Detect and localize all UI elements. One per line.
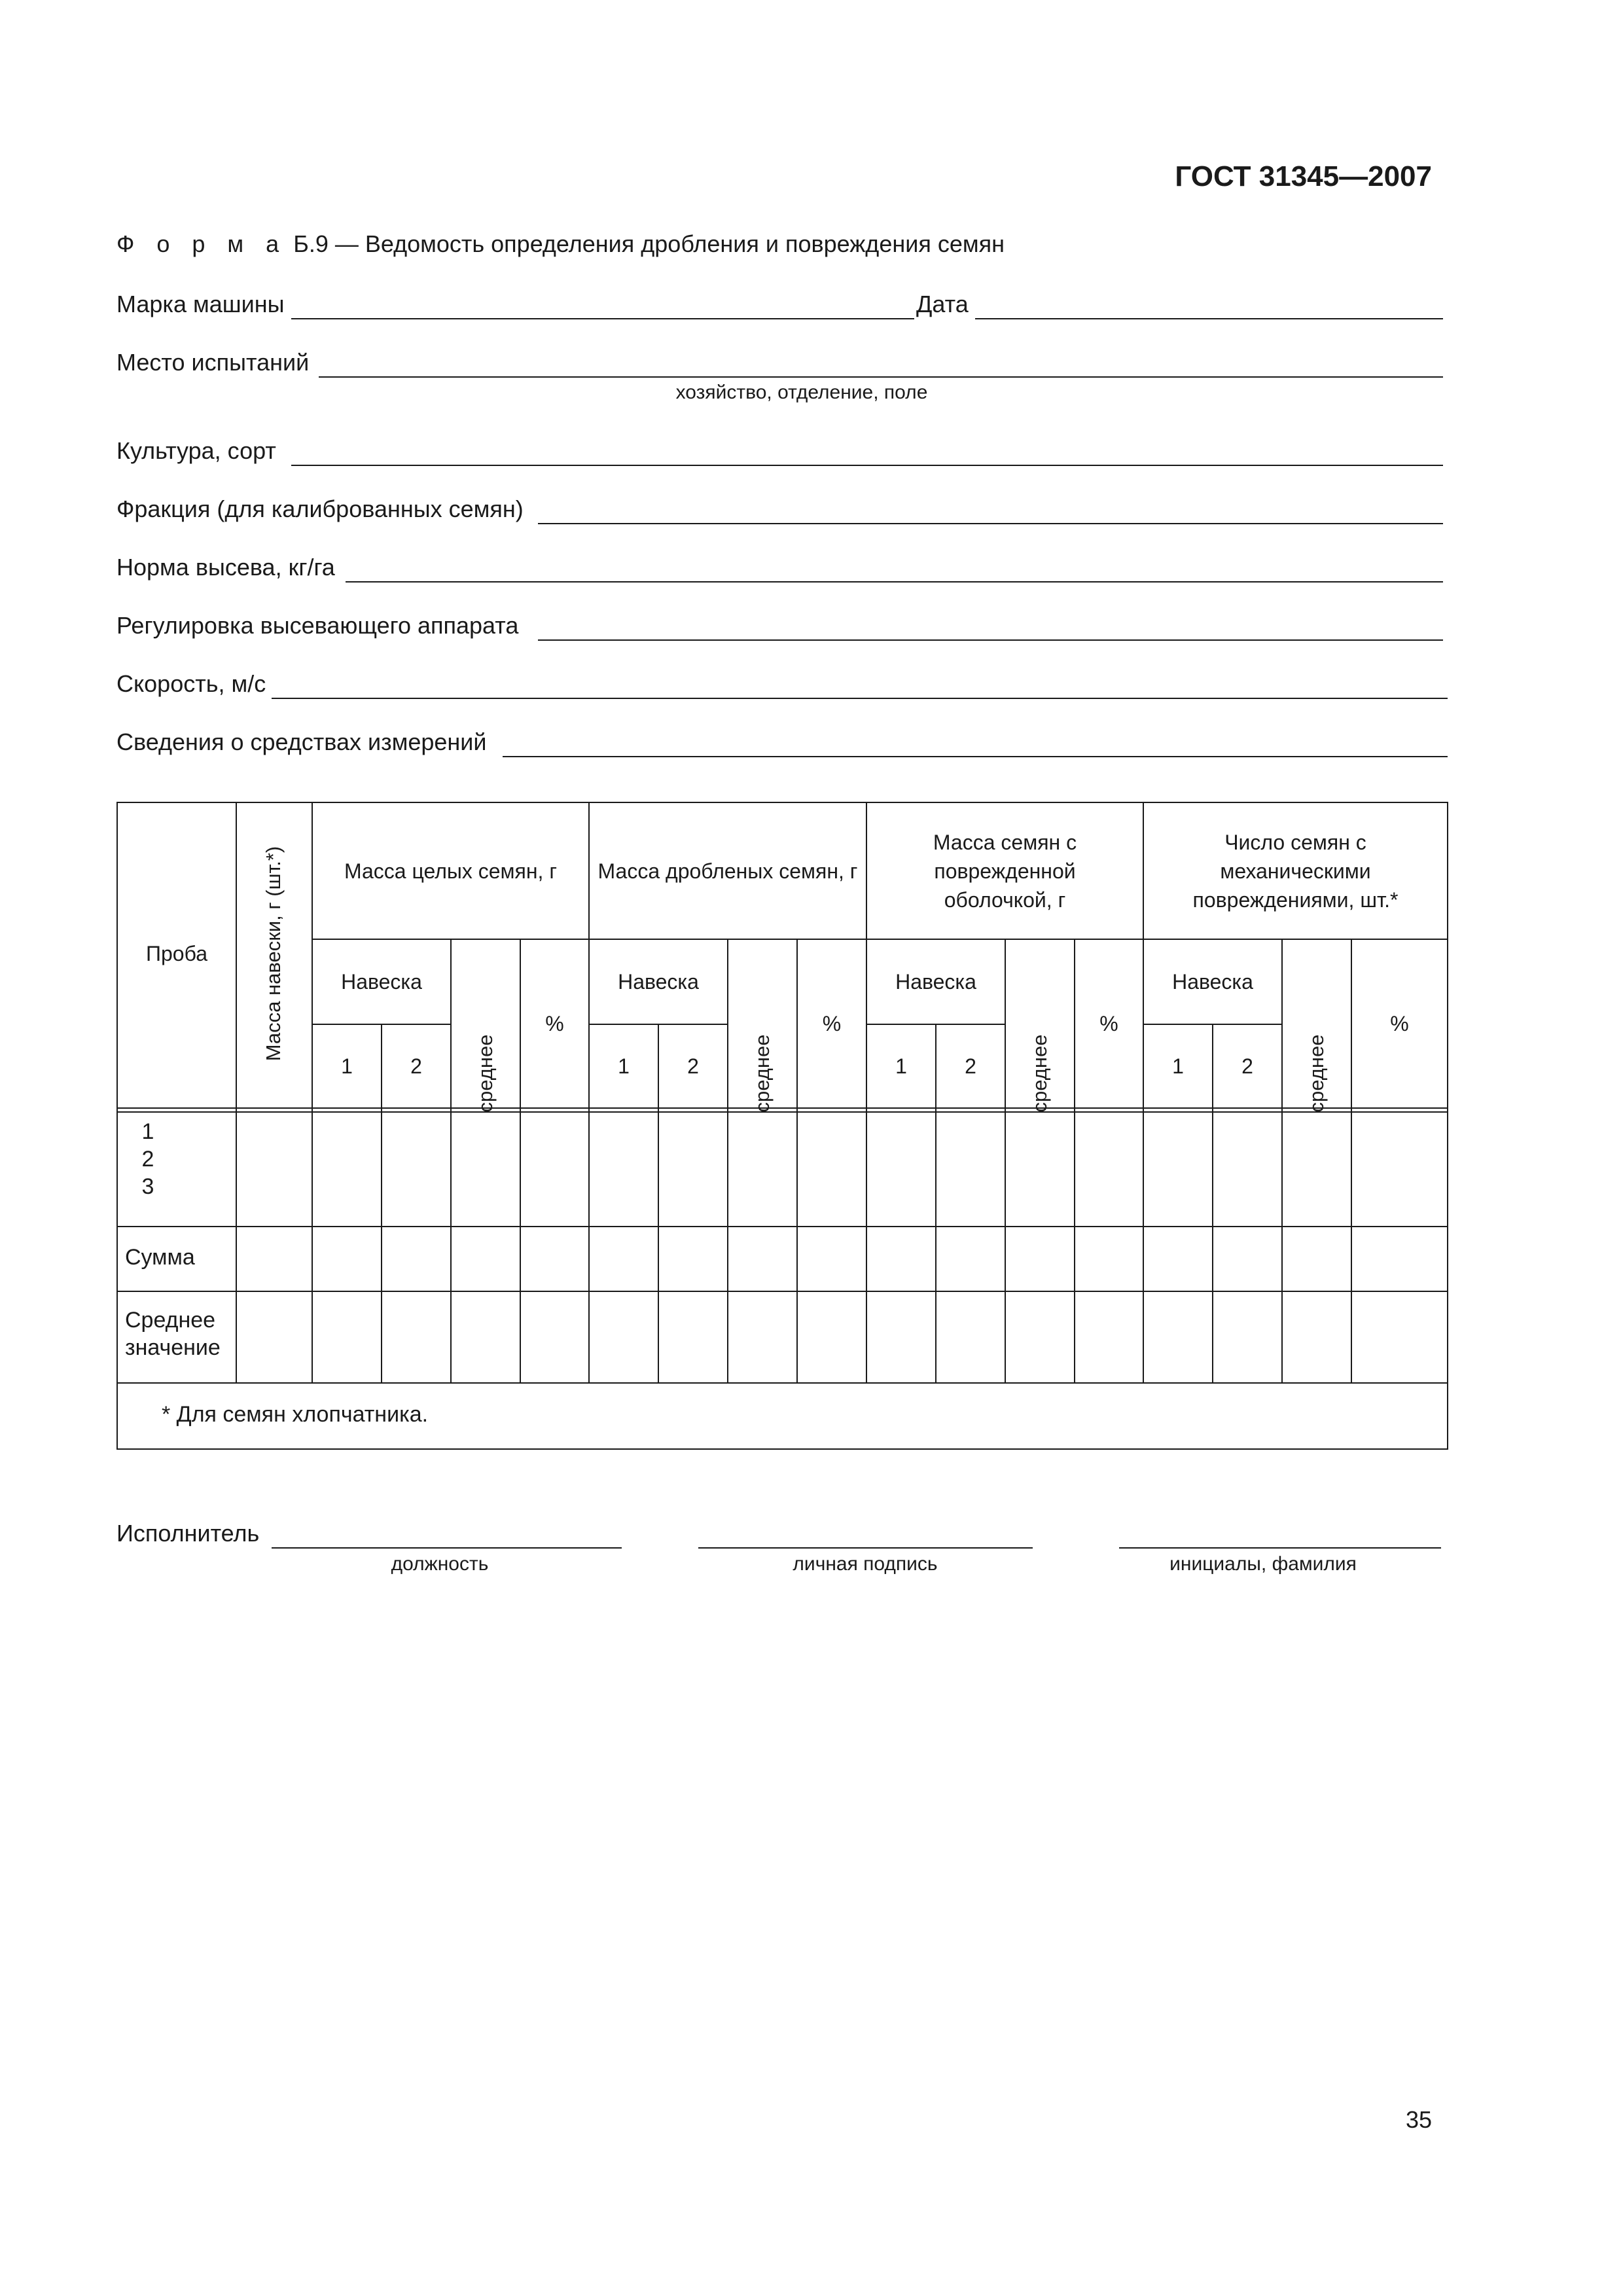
portion-1-header: 1 bbox=[341, 1054, 353, 1078]
col-line bbox=[236, 802, 237, 1383]
regulation-field[interactable] bbox=[538, 639, 1443, 641]
rate-label: Норма высева, кг/га bbox=[116, 554, 335, 581]
signature-field[interactable] bbox=[698, 1547, 1033, 1549]
portion-1-header: 1 bbox=[895, 1054, 907, 1078]
place-label: Место испытаний bbox=[116, 349, 310, 376]
machine-label: Марка машины bbox=[116, 291, 285, 317]
col-line bbox=[1281, 939, 1283, 1383]
portion-2-header: 2 bbox=[965, 1054, 976, 1078]
portion-2-header: 2 bbox=[687, 1054, 699, 1078]
weight-header: Масса навески, г (шт.*) bbox=[262, 846, 285, 1062]
sample-numbers bbox=[118, 1118, 178, 1200]
place-hint: хозяйство, отделение, поле bbox=[675, 382, 928, 403]
portion-2-header: 2 bbox=[1241, 1054, 1253, 1078]
culture-field[interactable] bbox=[291, 465, 1443, 466]
portion-2-header: 2 bbox=[410, 1054, 422, 1078]
sample-2: 2 bbox=[141, 1147, 154, 1172]
date-field[interactable] bbox=[975, 318, 1443, 319]
row-line-3 bbox=[116, 1382, 1448, 1384]
percent-header: % bbox=[1099, 1012, 1118, 1035]
col-line bbox=[727, 939, 728, 1383]
header-bottom-line bbox=[116, 1107, 1448, 1109]
form-title bbox=[116, 230, 1005, 258]
page-number: 35 bbox=[1405, 2106, 1432, 2133]
sample-3: 3 bbox=[141, 1174, 154, 1199]
speed-label: Скорость, м/с bbox=[116, 670, 266, 697]
regulation-label: Регулировка высевающего аппарата bbox=[116, 612, 519, 639]
sample-header: Проба bbox=[146, 942, 207, 965]
average-header: среднее bbox=[474, 1034, 497, 1113]
instruments-label: Сведения о средствах измерений bbox=[116, 728, 487, 755]
percent-header: % bbox=[822, 1012, 842, 1035]
signature-caption: личная подпись bbox=[793, 1553, 938, 1575]
col-line bbox=[1005, 939, 1006, 1383]
portion-header: Навеска bbox=[895, 970, 976, 994]
position-field[interactable] bbox=[272, 1547, 622, 1549]
executor-label: Исполнитель bbox=[116, 1520, 260, 1547]
average-header: среднее bbox=[751, 1034, 774, 1113]
place-field[interactable] bbox=[319, 376, 1443, 378]
sample-1: 1 bbox=[141, 1119, 154, 1144]
table-right-border bbox=[1447, 802, 1448, 1450]
position-caption: должность bbox=[391, 1553, 489, 1575]
group-header-whole: Масса целых семян, г bbox=[344, 859, 557, 883]
name-caption: инициалы, фамилия bbox=[1169, 1553, 1357, 1575]
group-header-mechanical: Число семян с механическими повреждениями, шт.* bbox=[1192, 830, 1399, 912]
average-header: среднее bbox=[1305, 1034, 1328, 1113]
fraction-field[interactable] bbox=[538, 523, 1443, 524]
percent-header: % bbox=[1390, 1012, 1409, 1035]
instruments-field[interactable] bbox=[503, 756, 1448, 757]
group-header-crushed: Масса дробленых семян, г bbox=[597, 859, 858, 883]
average-row-label-line2: значение bbox=[125, 1335, 221, 1360]
average-row-label bbox=[125, 1306, 221, 1361]
table-footnote: * Для семян хлопчатника. bbox=[162, 1402, 429, 1427]
date-label: Дата bbox=[916, 291, 969, 317]
header-bottom-line-2 bbox=[116, 1111, 1448, 1113]
average-row-label-line1: Среднее bbox=[125, 1308, 216, 1333]
portion-header: Навеска bbox=[618, 970, 699, 994]
name-field[interactable] bbox=[1119, 1547, 1441, 1549]
portion-header: Навеска bbox=[341, 970, 422, 994]
row-line-1 bbox=[116, 1226, 1448, 1227]
speed-field[interactable] bbox=[272, 698, 1448, 699]
rate-field[interactable] bbox=[346, 581, 1443, 583]
average-header: среднее bbox=[1028, 1034, 1051, 1113]
standard-number: ГОСТ 31345—2007 bbox=[1175, 160, 1432, 192]
form-title-prefix: Ф о р м а bbox=[116, 230, 287, 257]
col-line bbox=[450, 939, 452, 1383]
group-header-damaged-shell: Масса семян с поврежденной оболочкой, г bbox=[933, 830, 1077, 912]
portion-header: Навеска bbox=[1172, 970, 1253, 994]
portion-1-header: 1 bbox=[618, 1054, 630, 1078]
culture-label: Культура, сорт bbox=[116, 437, 276, 464]
sum-row-label: Сумма bbox=[125, 1245, 195, 1270]
machine-field[interactable] bbox=[291, 318, 914, 319]
fraction-label: Фракция (для калиброванных семян) bbox=[116, 495, 524, 522]
portion-1-header: 1 bbox=[1172, 1054, 1184, 1078]
row-line-2 bbox=[116, 1291, 1448, 1292]
form-title-text: Б.9 — Ведомость определения дробления и повреждения семян bbox=[293, 230, 1005, 257]
table-bottom-border bbox=[116, 1448, 1448, 1450]
percent-header: % bbox=[545, 1012, 564, 1035]
